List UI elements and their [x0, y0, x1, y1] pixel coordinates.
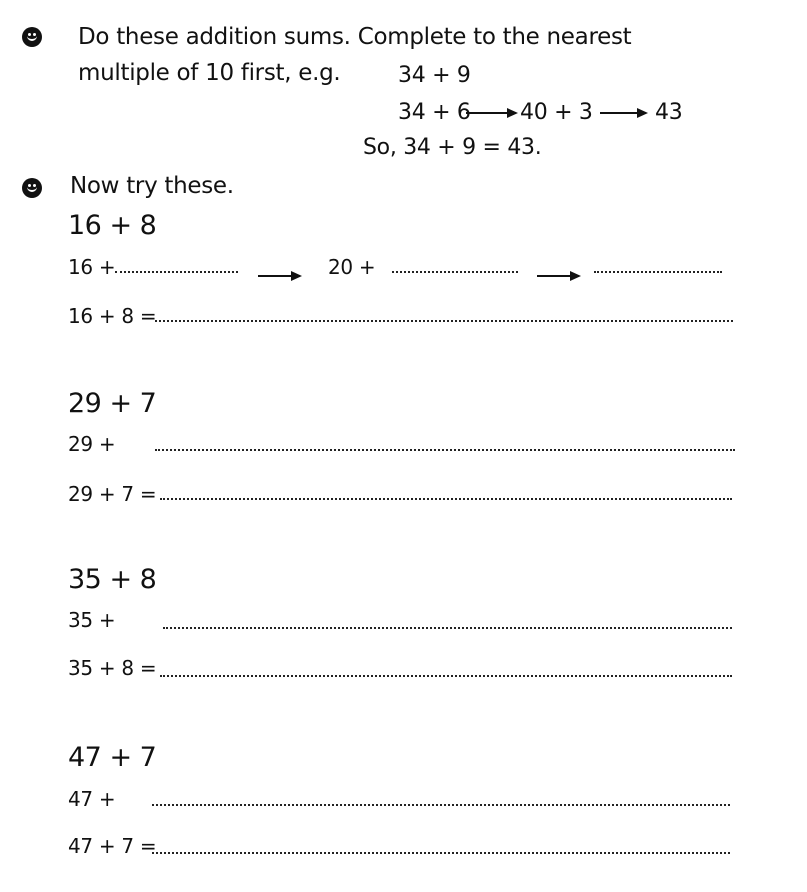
smiley-bullet-icon [22, 27, 42, 47]
now-try-heading: Now try these. [70, 173, 234, 199]
answer-prefix: 16 + 8 = [68, 304, 157, 328]
answer-blank[interactable] [392, 271, 518, 273]
example-result: So, 34 + 9 = 43. [363, 135, 542, 160]
answer-blank[interactable] [163, 627, 732, 629]
answer-blank[interactable] [160, 498, 732, 500]
smiley-bullet-icon [22, 178, 42, 198]
step-prefix: 29 + [68, 432, 116, 456]
answer-blank[interactable] [155, 449, 735, 451]
arrow-icon [258, 275, 300, 277]
arrow-icon [466, 112, 516, 114]
answer-blank[interactable] [152, 804, 730, 806]
step-prefix: 35 + [68, 608, 116, 632]
answer-blank[interactable] [160, 675, 732, 677]
problem-title: 47 + 7 [68, 742, 157, 773]
answer-blank[interactable] [155, 320, 733, 322]
answer-blank[interactable] [115, 271, 238, 273]
instruction-line-2: multiple of 10 first, e.g. [78, 60, 341, 86]
answer-prefix: 35 + 8 = [68, 656, 157, 680]
arrow-icon [537, 275, 579, 277]
step-prefix: 16 + [68, 255, 116, 279]
example-sum: 34 + 9 [398, 63, 471, 88]
example-step-a: 34 + 6 [398, 100, 471, 125]
instruction-line-1: Do these addition sums. Complete to the nearest [78, 24, 632, 50]
answer-blank[interactable] [594, 271, 722, 273]
example-step-b: 40 + 3 [520, 100, 593, 125]
answer-prefix: 47 + 7 = [68, 834, 157, 858]
answer-blank[interactable] [152, 852, 730, 854]
answer-prefix: 29 + 7 = [68, 482, 157, 506]
problem-title: 16 + 8 [68, 210, 157, 241]
problem-title: 29 + 7 [68, 388, 157, 419]
step-prefix: 47 + [68, 787, 116, 811]
arrow-icon [600, 112, 646, 114]
middle-prefix: 20 + [328, 255, 376, 279]
problem-title: 35 + 8 [68, 564, 157, 595]
example-step-c: 43 [655, 100, 683, 125]
